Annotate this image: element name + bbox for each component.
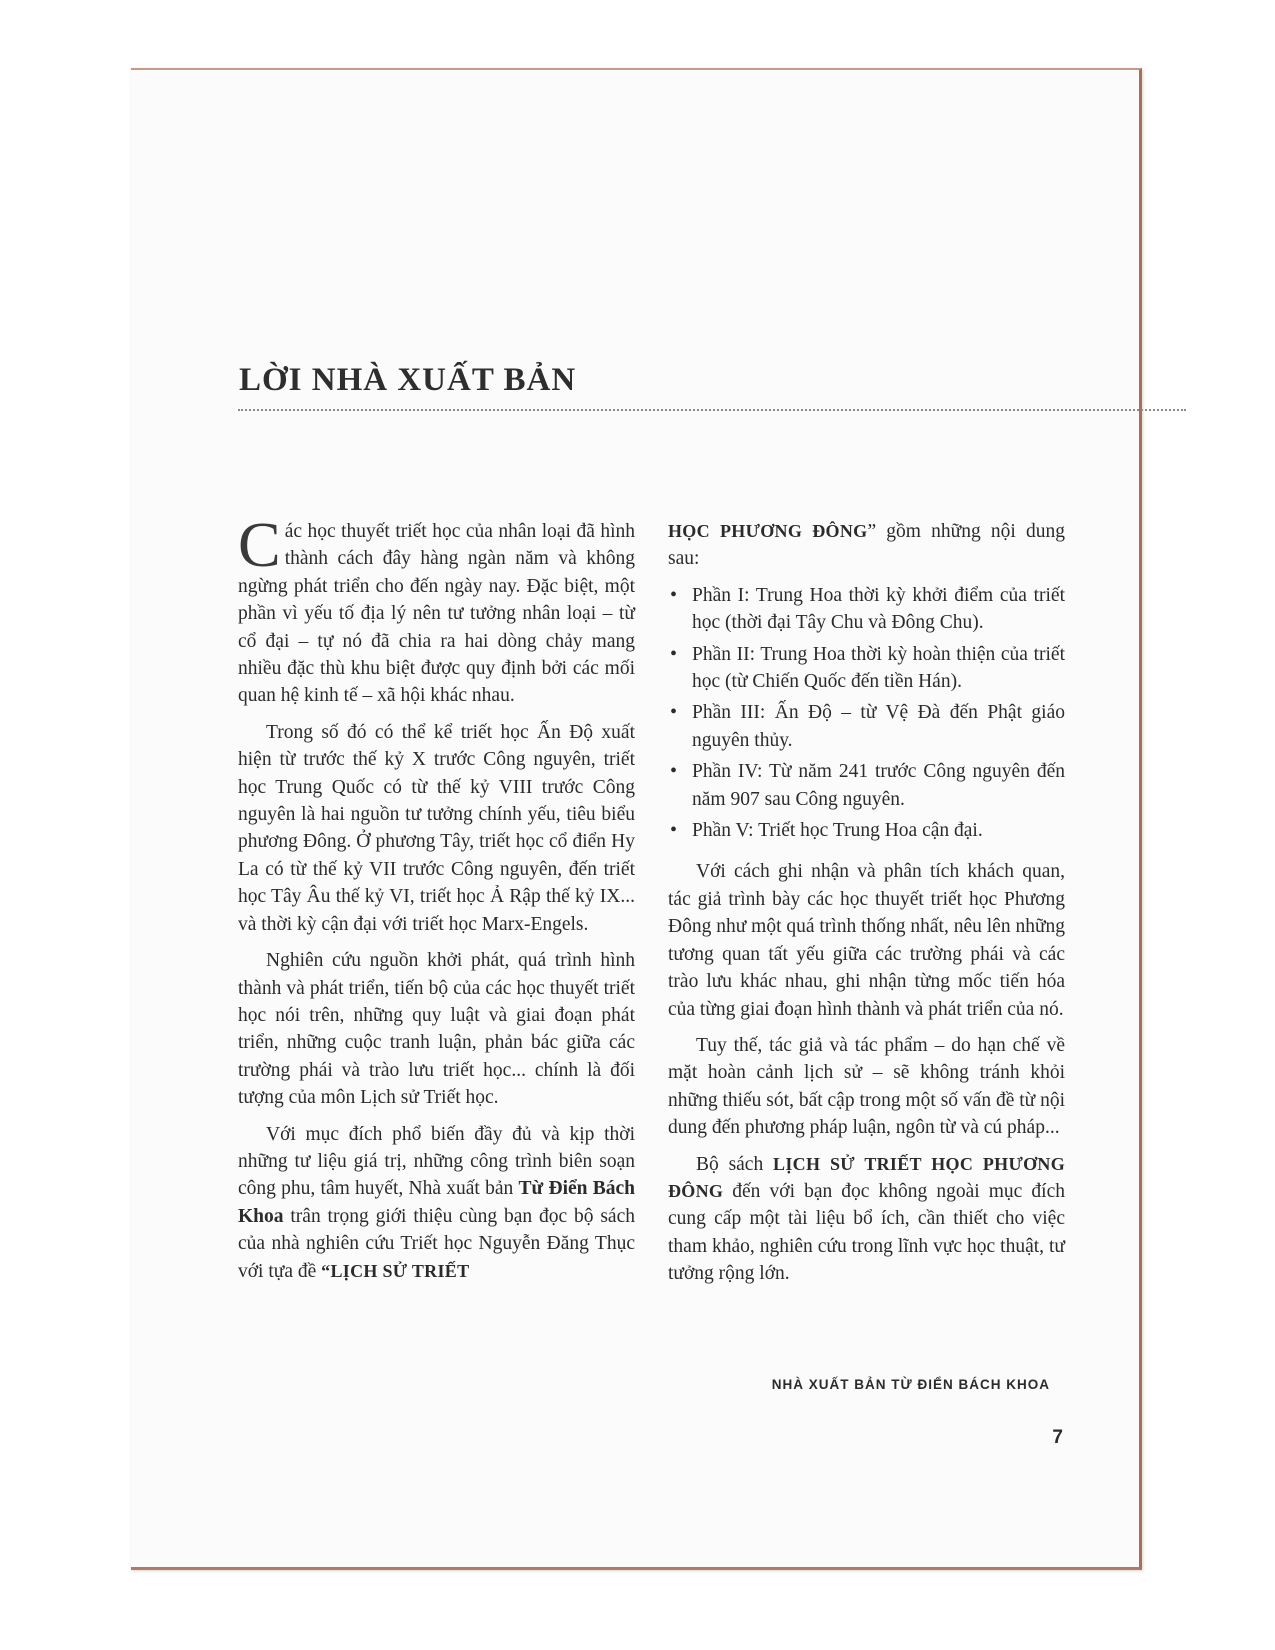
continuation-text: ” gồm những nội dung sau: (668, 521, 1066, 570)
book-title-end: HỌC PHƯƠNG ĐÔNG (668, 521, 868, 541)
book-page (131, 68, 1142, 1570)
page-number: 7 (1052, 1427, 1063, 1448)
right-column (668, 518, 1065, 1297)
page-title: LỜI NHÀ XUẤT BẢN (239, 362, 577, 398)
title-dotted-rule (238, 409, 1186, 411)
paragraph-origins: Trong số đó có thể kể triết học Ấn Độ xuất hiện từ trước thế kỷ X trước Công nguyên, triết học Trung Quốc có từ thế kỷ VIII trước Công nguyên là hai nguồn tư tưởng chính yếu, tiêu biểu phương Đông. Ở phương Tây, triết học cổ điển Hy La có từ thế kỷ VII trước Công nguyên, đến triết học Tây Âu thế kỷ VI, triết học Ả Rập thế kỷ IX... và thời kỳ cận đại với triết học Marx-Engels. (238, 721, 635, 935)
paragraph-limitations: Tuy thế, tác giả và tác phẩm – do hạn chế về mặt hoàn cảnh lịch sử – sẽ không tránh khỏi những thiếu sót, bất cập trong một số vấn đề từ nội dung đến phương pháp luận, ngôn từ và cú pháp... (668, 1034, 1065, 1139)
book-title-start: “LỊCH SỬ TRIẾT (321, 1260, 470, 1281)
paragraph-intro-text: ác học thuyết triết học của nhân loại đã hình thành cách đây hàng ngàn năm và không ngừng phát triển cho đến ngày nay. Đặc biệt, một phần vì yếu tố địa lý nên tư tưởng nhân loại – từ cổ đại – tự nó đã chia ra hai dòng chảy mang nhiều đặc thù khu biệt được quy định bởi các mối quan hệ kinh tế – xã hội khác nhau. (238, 521, 635, 707)
contents-list (668, 582, 1065, 845)
paragraph-purpose (238, 1121, 635, 1285)
paragraph-conclusion (668, 1151, 1065, 1288)
series-title: LỊCH SỬ TRIẾT HỌC PHƯƠNG ĐÔNG (668, 1153, 1066, 1201)
conclusion-text-a: Bộ sách (696, 1153, 774, 1175)
paragraph-intro (238, 509, 635, 710)
paragraph-continuation (668, 518, 1065, 573)
publisher-signature: NHÀ XUẤT BẢN TỪ ĐIỂN BÁCH KHOA (771, 1377, 1050, 1392)
conclusion-text-c: đến với bạn đọc không ngoài mục đích cung cấp một tài liệu bổ ích, cần thiết cho việc tham khảo, nghiên cứu trong lĩnh vực học thuật, tư tưởng rộng lớn. (668, 1180, 1065, 1285)
purpose-text-a: Với mục đích phổ biến đầy đủ và kịp thời những tư liệu giá trị, những công trình biên soạn công phu, tâm huyết, Nhà xuất bản (238, 1123, 635, 1200)
paragraph-research: Nghiên cứu nguồn khởi phát, quá trình hình thành và phát triển, tiến bộ của các học thuyết triết học nói trên, những quy luật và giai đoạn phát triển, những cuộc tranh luận, phản bác giữa các trường phái và trào lưu triết học... chính là đối tượng của môn Lịch sử Triết học. (238, 950, 635, 1109)
drop-cap: C (238, 509, 281, 580)
paragraph-method: Với cách ghi nhận và phân tích khách quan, tác giả trình bày các học thuyết triết học Phương Đông như một quá trình thống nhất, nêu lên những tương quan tất yếu giữa các trường phái và các trào lưu khác nhau, ghi nhận từng mốc tiến hóa của từng giai đoạn hình thành và phát triển của nó. (668, 861, 1066, 1020)
publisher-name: Từ Điển Bách Khoa (238, 1178, 636, 1227)
list-item: • Phần I: Trung Hoa thời kỳ khởi điểm của triết học (thời đại Tây Chu và Đông Chu). (668, 582, 1065, 637)
list-item: • Phần V: Triết học Trung Hoa cận đại. (668, 817, 1065, 844)
list-item: • Phần IV: Từ năm 241 trước Công nguyên đến năm 907 sau Công nguyên. (668, 758, 1065, 813)
purpose-text-c: trân trọng giới thiệu cùng bạn đọc bộ sách của nhà nghiên cứu Triết học Nguyễn Đăng Thục với tựa đề (238, 1205, 635, 1282)
left-column (238, 509, 636, 1294)
list-item: • Phần III: Ấn Độ – từ Vệ Đà đến Phật giáo nguyên thủy. (668, 699, 1065, 754)
list-item: • Phần II: Trung Hoa thời kỳ hoàn thiện của triết học (từ Chiến Quốc đến tiền Hán). (668, 641, 1065, 696)
